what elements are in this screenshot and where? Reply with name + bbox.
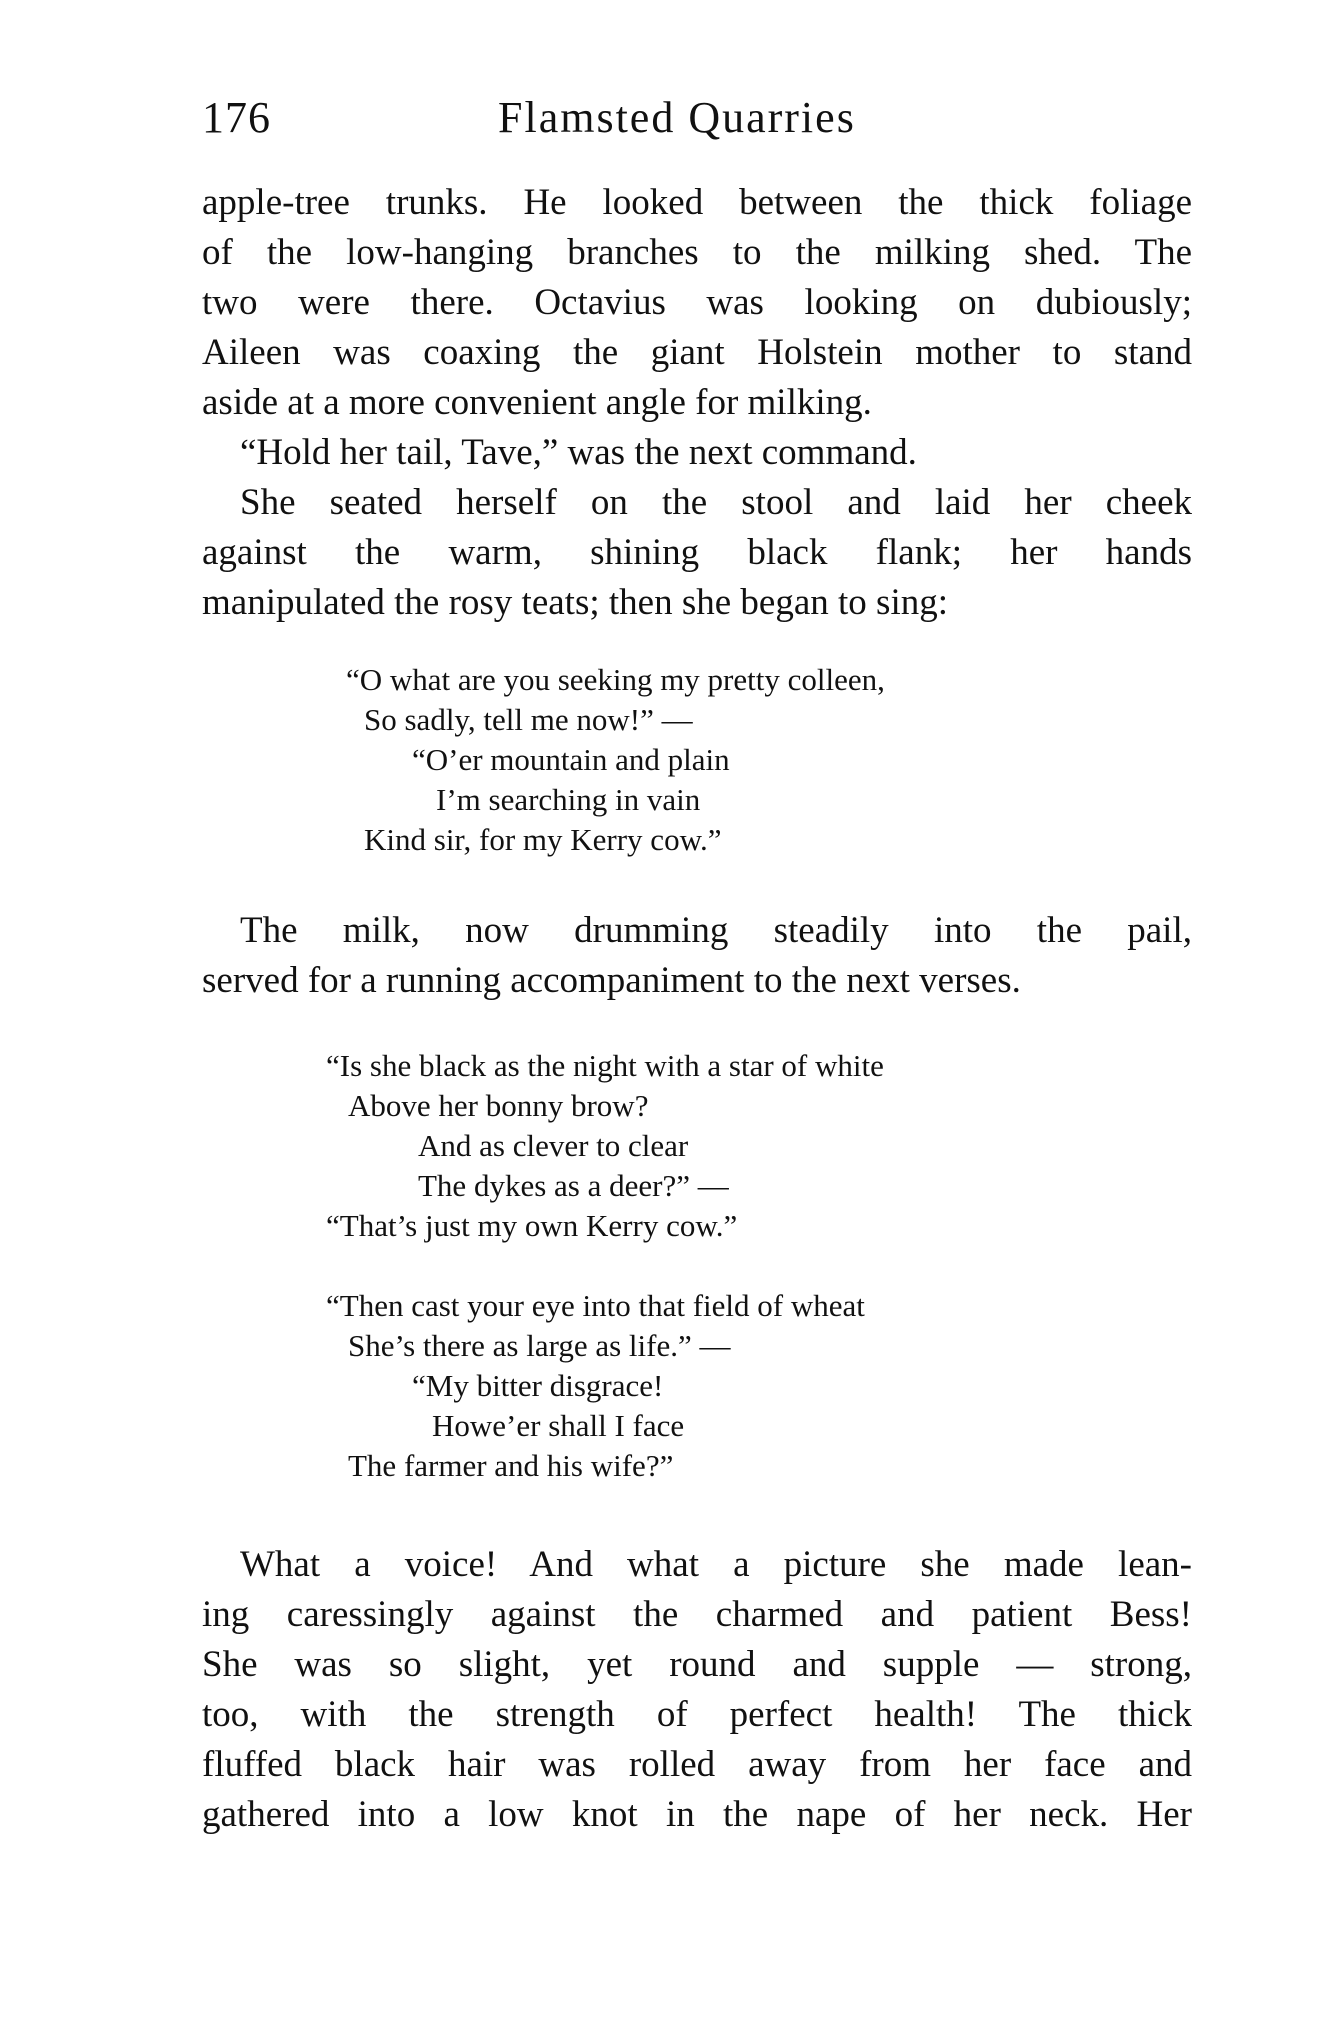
page-number: 176: [202, 93, 271, 142]
paragraph-line: against the warm, shining black flank; her hands: [202, 532, 1192, 573]
verse-line: Above her bonny brow?: [348, 1088, 649, 1123]
verse-line: “O what are you seeking my pretty colleen,: [346, 662, 885, 697]
paragraph-line: What a voice! And what a picture she made lean-: [240, 1544, 1192, 1585]
paragraph-line: served for a running accompaniment to the next verses.: [202, 960, 1021, 1001]
verse-line: I’m searching in vain: [436, 782, 701, 817]
paragraph-line: “Hold her tail, Tave,” was the next command.: [240, 432, 917, 473]
paragraph-line: gathered into a low knot in the nape of her neck. Her: [202, 1794, 1192, 1835]
running-head: [202, 92, 912, 162]
running-title: Flamsted Quarries: [498, 93, 856, 142]
verse-line: So sadly, tell me now!” —: [364, 702, 693, 737]
paragraph-line: apple-tree trunks. He looked between the thick foliage: [202, 182, 1192, 223]
verse-line: And as clever to clear: [418, 1128, 689, 1163]
verse-line: The dykes as a deer?” —: [418, 1168, 729, 1203]
paragraph-line: aside at a more convenient angle for milking.: [202, 382, 872, 423]
verse-line: The farmer and his wife?”: [348, 1448, 674, 1483]
paragraph-line: ing caressingly against the charmed and patient Bess!: [202, 1594, 1192, 1635]
paragraph-line: manipulated the rosy teats; then she began to sing:: [202, 582, 948, 623]
paragraph-line: too, with the strength of perfect health! The thick: [202, 1694, 1192, 1735]
paragraph-line: The milk, now drumming steadily into the pail,: [240, 910, 1192, 951]
verse-line: “That’s just my own Kerry cow.”: [326, 1208, 738, 1243]
paragraph-line: She was so slight, yet round and supple — strong,: [202, 1644, 1192, 1685]
paragraph-line: She seated herself on the stool and laid her cheek: [240, 482, 1192, 523]
paragraph-line: Aileen was coaxing the giant Holstein mother to stand: [202, 332, 1192, 373]
verse-line: She’s there as large as life.” —: [348, 1328, 731, 1363]
paragraph-line: fluffed black hair was rolled away from her face and: [202, 1744, 1192, 1785]
paragraph-line: of the low-hanging branches to the milking shed. The: [202, 232, 1192, 273]
paragraph-line: two were there. Octavius was looking on dubiously;: [202, 282, 1192, 323]
verse-line: “Is she black as the night with a star of white: [326, 1048, 884, 1083]
verse-line: Howe’er shall I face: [432, 1408, 685, 1443]
verse-line: Kind sir, for my Kerry cow.”: [364, 822, 722, 857]
verse-line: “My bitter disgrace!: [412, 1368, 664, 1403]
verse-line: “Then cast your eye into that field of wheat: [326, 1288, 865, 1323]
verse-line: “O’er mountain and plain: [412, 742, 730, 777]
